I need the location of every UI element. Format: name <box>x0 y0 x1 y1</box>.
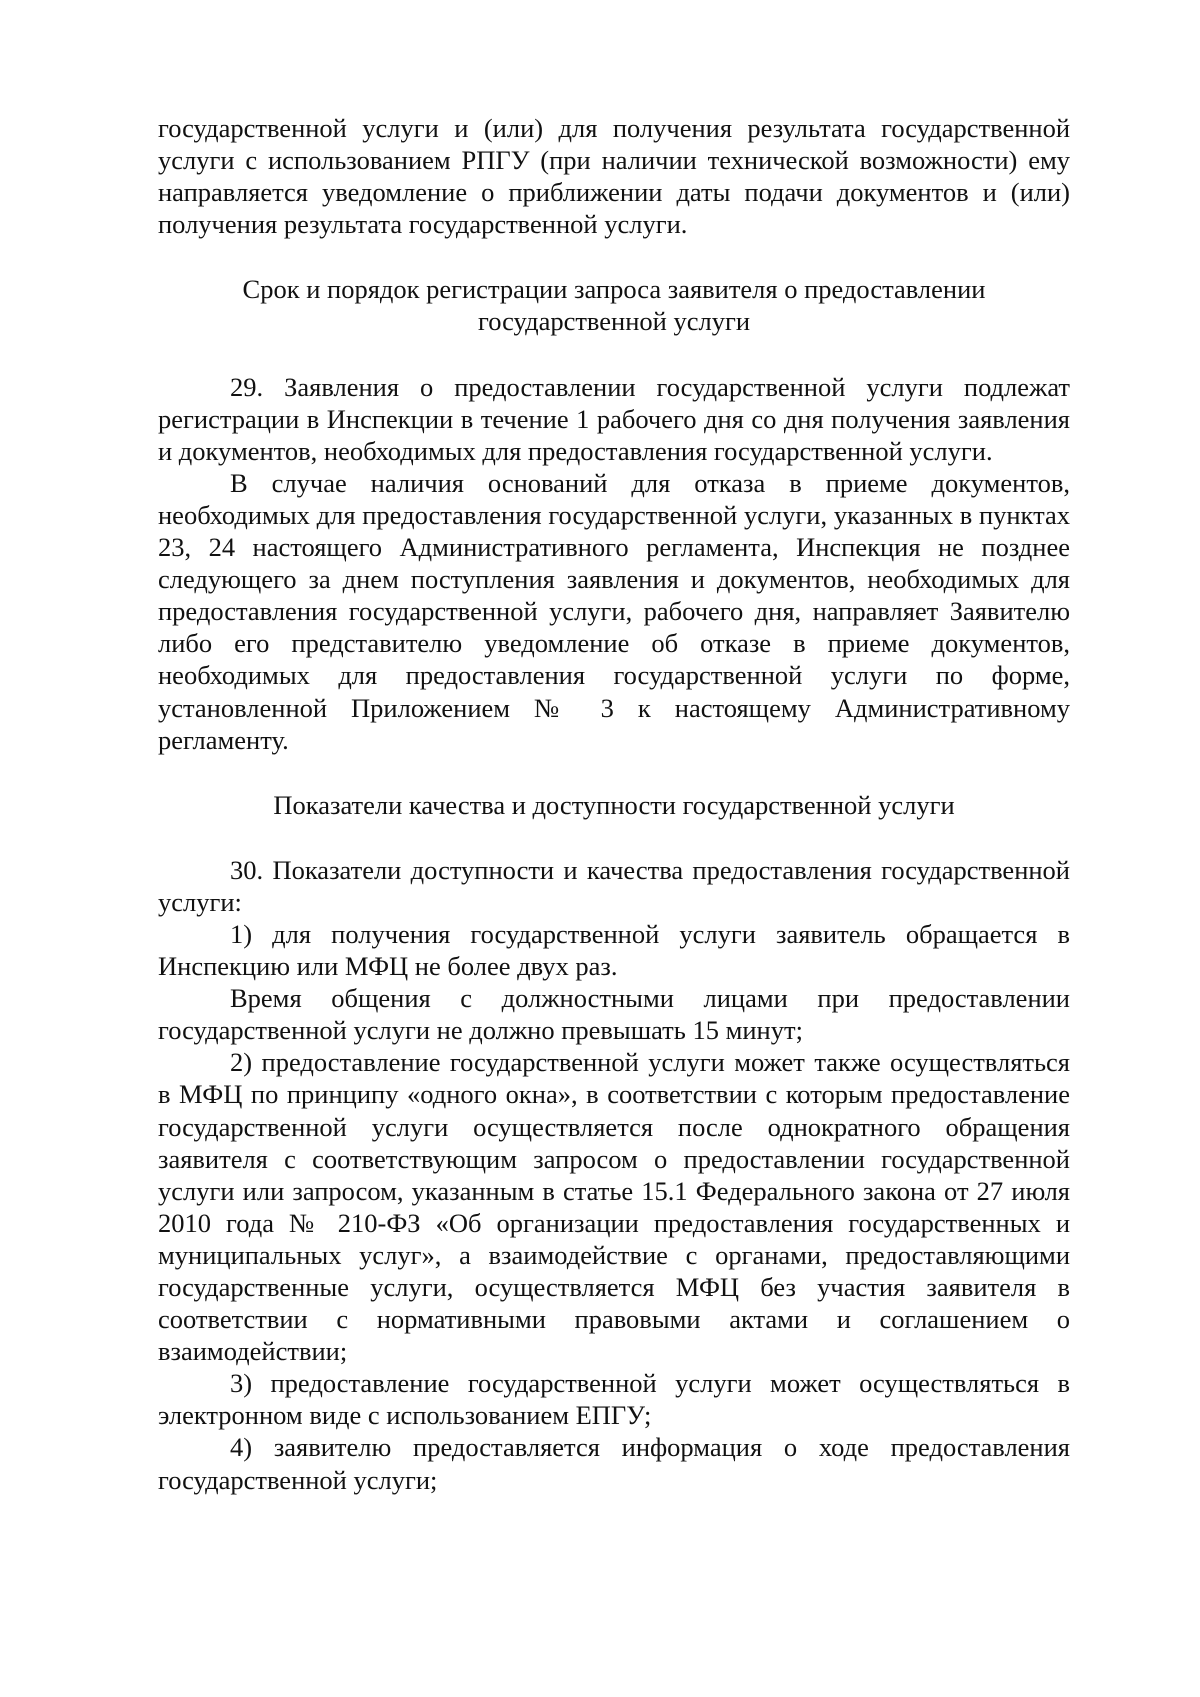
intro-paragraph: государственной услуги и (или) для получения результата государственной услуги с использованием РПГУ (при наличии технической возможности) ему направляется уведомление о приближении даты подачи документов и (или) получения результата государственной услуги. <box>158 113 1070 240</box>
list-item-2: 2) предоставление государственной услуги может также осуществляться в МФЦ по принципу «одного окна», в соответствии с которым предоставление государственной услуги осуществляется после однократного обращения заявителя с соответствующим запросом о предоставлении государственной услуги или запросом, указанным в статье 15.1 Федерального закона от 27 июля 2010 года № 210-ФЗ «Об организации предоставления государственных и муниципальных услуг», а взаимодействие с органами, предоставляющими государственные услуги, осуществляется МФЦ без участия заявителя в соответствии с нормативными правовыми актами и соглашением о взаимодействии; <box>158 1047 1070 1367</box>
list-item-4: 4) заявителю предоставляется информация о ходе предоставления государственной услуги; <box>158 1432 1070 1495</box>
list-item-3: 3) предоставление государственной услуги может осуществляться в электронном виде с использованием ЕПГУ; <box>158 1368 1070 1431</box>
list-item-1-time: Время общения с должностными лицами при предоставлении государственной услуги не должно превышать 15 минут; <box>158 983 1070 1046</box>
paragraph-30: 30. Показатели доступности и качества предоставления государственной услуги: <box>158 854 1070 917</box>
document-page <box>158 112 1070 1496</box>
paragraph-29-refusal: В случае наличия оснований для отказа в приеме документов, необходимых для предоставления государственной услуги, указанных в пунктах 23, 24 настоящего Административного регламента, Инспекция не позднее следующего за днем поступления заявления и документов, необходимых для предоставления государственной услуги, рабочего дня, направляет Заявителю либо его представителю уведомление об отказе в приеме документов, необходимых для предоставления государственной услуги по форме, установленной Приложением № 3 к настоящему Административному регламенту. <box>158 467 1070 755</box>
section-heading-quality: Показатели качества и доступности государственной услуги <box>273 789 955 820</box>
list-item-1: 1) для получения государственной услуги заявитель обращается в Инспекцию или МФЦ не более двух раз. <box>158 918 1070 982</box>
paragraph-29: 29. Заявления о предоставлении государственной услуги подлежат регистрации в Инспекции в течение 1 рабочего дня со дня получения заявления и документов, необходимых для предоставления государственной услуги. <box>158 371 1070 466</box>
section-heading-registration: Срок и порядок регистрации запроса заявителя о предоставлении государственной услуги <box>242 274 986 337</box>
